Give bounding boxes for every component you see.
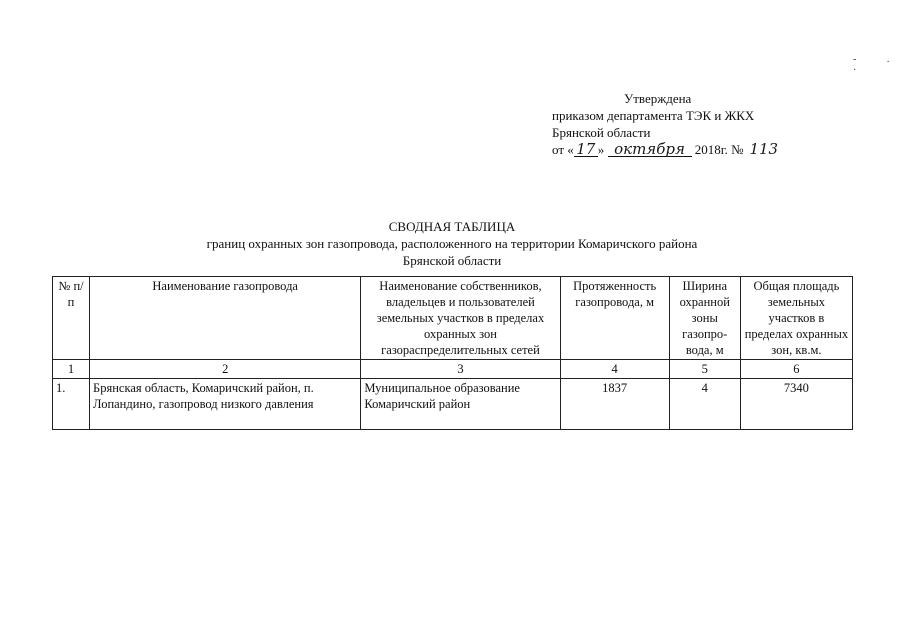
handwritten-day: 17 (574, 142, 598, 157)
approval-heading: Утверждена (624, 91, 692, 106)
column-number: 1 (53, 360, 90, 379)
document-title (52, 218, 852, 269)
column-number-row (53, 360, 853, 379)
cell-width: 4 (669, 379, 740, 430)
approval-order-line: приказом департамента ТЭК и ЖКХ (552, 108, 755, 123)
date-year: 2018г. № (694, 142, 744, 157)
column-number: 5 (669, 360, 740, 379)
cell-area: 7340 (740, 379, 852, 430)
summary-table (52, 276, 853, 430)
column-number: 3 (361, 360, 560, 379)
approval-block (552, 90, 781, 158)
title-subtitle-2: Брянской области (402, 253, 502, 268)
header-owners: Наименование собственников, владельцев и пользователей земельных участков в пределах охранных зон газораспределительных сетей (361, 277, 560, 360)
cell-length: 1837 (560, 379, 669, 430)
approval-region-line: Брянской области (552, 125, 651, 140)
table-header-row (53, 277, 853, 360)
cell-number: 1. (53, 379, 90, 430)
title-subtitle-1: границ охранных зон газопровода, расположенного на территории Комаричского района (206, 236, 698, 251)
handwritten-month: октября (608, 142, 692, 157)
cell-owners: Муниципальное образование Комаричский район (361, 379, 560, 430)
date-prefix: от « (552, 142, 574, 157)
column-number: 4 (560, 360, 669, 379)
column-number: 6 (740, 360, 852, 379)
approval-date-line (552, 141, 781, 158)
header-area: Общая площадь земельных участков в пределах охранных зон, кв.м. (740, 277, 852, 360)
header-length: Протяженность газопровода, м (560, 277, 669, 360)
table-row (53, 379, 853, 430)
header-pipeline: Наименование газопровода (90, 277, 361, 360)
title-heading: СВОДНАЯ ТАБЛИЦА (388, 219, 516, 234)
handwritten-order-number: 113 (749, 140, 779, 158)
header-number: № п/п (53, 277, 90, 360)
column-number: 2 (90, 360, 361, 379)
header-width: Ширина охранной зоны газопро-вода, м (669, 277, 740, 360)
cell-pipeline: Брянская область, Комаричский район, п. Лопандино, газопровод низкого давления (90, 379, 361, 430)
date-mid: » (597, 142, 605, 157)
corner-marks: - . · (853, 54, 904, 76)
